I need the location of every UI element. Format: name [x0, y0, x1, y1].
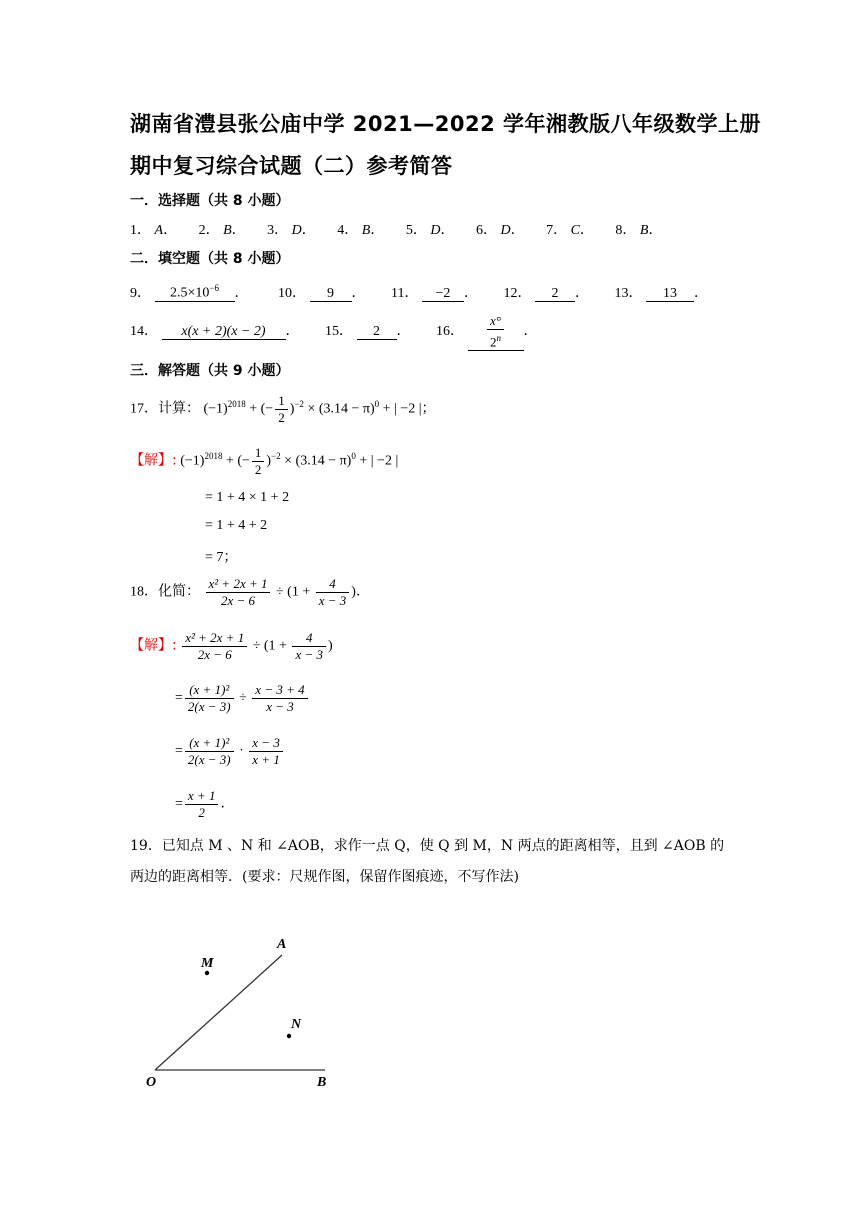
choice-4: 4． B． — [337, 223, 385, 238]
label-b: B — [317, 1075, 327, 1090]
choice-1: 1． A． — [130, 223, 178, 238]
q18-step-3: = $\frac{x + 1}{2}$ ． — [175, 788, 235, 820]
q18-solution-line: 【解】: $\frac{\text{x² + 2x + 1}}{2x - 6}$ ÷ (1 + $\frac{4}{x - 3}$ ) — [130, 630, 333, 662]
q18-step-1: = $\frac{\text{(x + 1)²}}{2(x - 3)}$ ÷ $\frac{x - 3 + 4}{x - 3}$ — [175, 682, 310, 715]
fill-10: 10． 9 ． — [278, 285, 366, 301]
q18-step-2: = $\frac{\text{(x + 1)²}}{2(x - 3)}$ · $\frac{x - 3}{x + 1}$ — [175, 735, 285, 768]
choice-2: 2． B． — [198, 223, 246, 238]
choice-answers — [130, 219, 662, 239]
fill-15: 15． 2 ． — [325, 323, 411, 339]
label-m: M — [201, 956, 214, 971]
doc-title-line1: 湖南省澧县张公庙中学 2021—2022 学年湘教版八年级数学上册 — [130, 112, 762, 136]
ray-oa — [155, 955, 282, 1070]
fill-9: 9． $2.5\times 10^{-6}$ ． — [130, 283, 249, 301]
section-heading-choice: 一．选择题（共 8 小题） — [130, 193, 290, 209]
choice-8: 8． B． — [615, 223, 663, 238]
fill-16: 16． $\frac{x^\circ}{2^n}$ ． — [436, 313, 538, 350]
choice-6: 6． D． — [475, 223, 525, 238]
fill-11: 11． −2 ． — [391, 285, 478, 301]
q19-statement-line2: 两边的距离相等．(要求：尺规作图，保留作图痕迹，不写作法) — [130, 869, 519, 885]
choice-3: 3． D． — [267, 223, 316, 238]
fill-answers-row2 — [130, 313, 538, 351]
point-n-dot — [287, 1034, 291, 1038]
doc-title-line2: 期中复习综合试题（二）参考简答 — [130, 154, 453, 178]
fill-12: 12． 2 ． — [503, 285, 589, 301]
section-heading-solve: 三．解答题（共 9 小题） — [130, 363, 290, 379]
label-a: A — [277, 937, 287, 952]
solution-label: 【解】: — [130, 637, 177, 654]
q18-statement: 18．化简： $\frac{\text{x² + 2x + 1}}{2x - 6}$ ÷ (1 + $\frac{4}{x - 3}$ )． — [130, 576, 370, 608]
fill-answers-row1 — [130, 281, 708, 302]
q17-step-2: = 1 + 4 + 2 — [205, 518, 268, 533]
section-heading-fill: 二．填空题（共 8 小题） — [130, 251, 290, 267]
q17-statement: 17．计算： $(-1)^{2018}$ + (− $\frac{1}{2}$ )$^{-2} \times (3.14 - \pi)^0$ + | −2 |； — [130, 393, 436, 425]
choice-7: 7． C． — [546, 223, 594, 238]
label-n: N — [291, 1017, 302, 1032]
label-o: O — [146, 1075, 157, 1090]
angle-aob-figure — [140, 925, 360, 1095]
point-m-dot — [205, 971, 209, 975]
fill-13: 13． 13 ． — [614, 285, 708, 301]
q17-step-1: = 1 + 4 × 1 + 2 — [205, 490, 290, 505]
q17-step-3: = 7； — [205, 550, 238, 565]
fill-14: 14． x(x + 2)(x − 2) ． — [130, 323, 300, 339]
choice-5: 5． D． — [405, 223, 455, 238]
q19-statement-line1: 19．已知点 M 、N 和 ∠AOB，求作一点 Q，使 Q 到 M，N 两点的距离相等，且到 ∠AOB 的 — [130, 838, 725, 854]
solution-label: 【解】: — [130, 452, 177, 469]
q17-solution-line: 【解】: $(-1)^{2018}$ + (− $\frac{1}{2}$ )$^{-2} \times (3.14 - \pi)^0$ + | −2 | — [130, 445, 399, 477]
